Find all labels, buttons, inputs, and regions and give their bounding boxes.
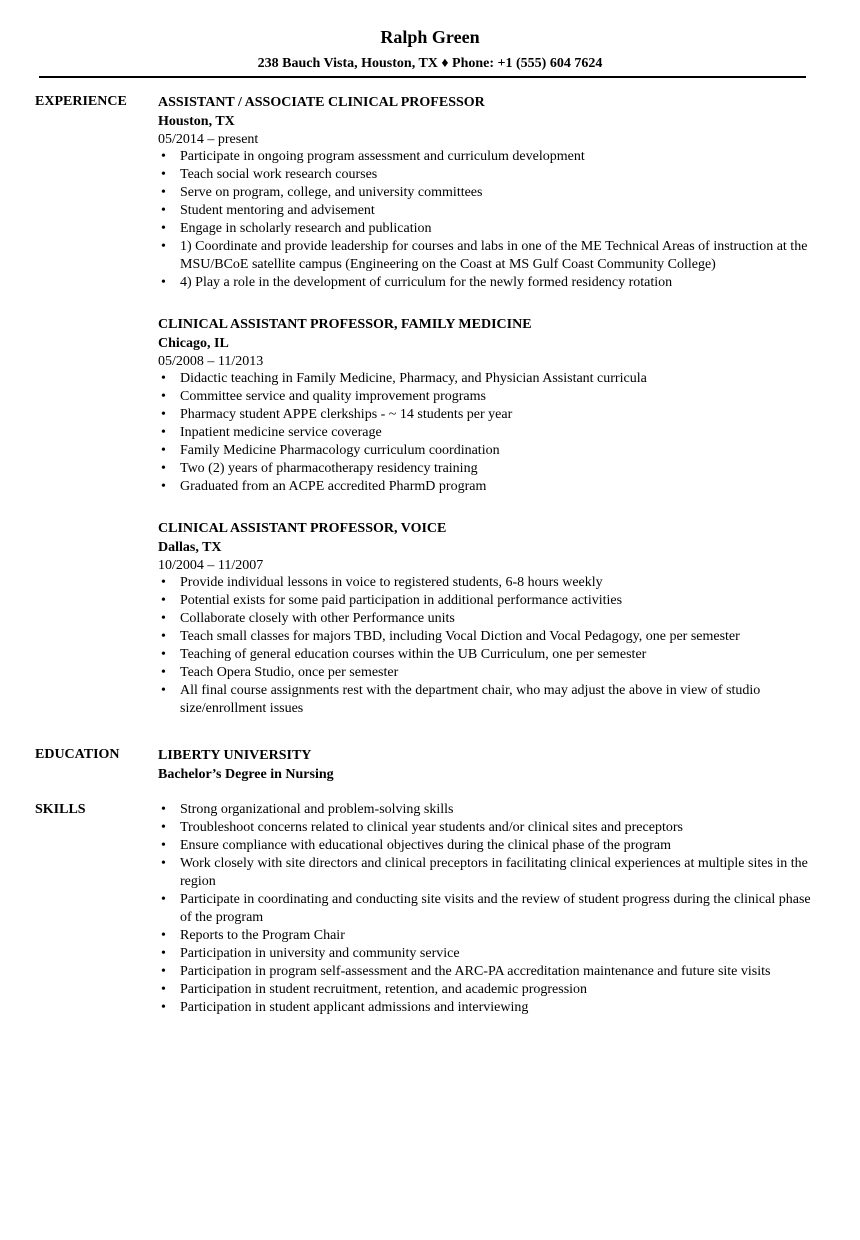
skills-body	[158, 801, 815, 1017]
list-item: • Teach small classes for majors TBD, including Vocal Diction and Vocal Pedagogy, one per semester	[158, 628, 815, 646]
list-item: • Strong organizational and problem-solving skills	[158, 801, 815, 819]
job-entry	[158, 519, 815, 718]
list-item: • Pharmacy student APPE clerkships - ~ 14 students per year	[158, 406, 815, 424]
list-item: • Work closely with site directors and clinical preceptors in facilitating clinical experiences at multiple sites in the region	[158, 855, 815, 891]
list-item: • Participation in student recruitment, retention, and academic progression	[158, 981, 815, 999]
experience-label: EXPERIENCE	[35, 94, 127, 109]
job-title: CLINICAL ASSISTANT PROFESSOR, FAMILY MEDICINE	[158, 317, 532, 332]
list-item: • Teach social work research courses	[158, 166, 815, 184]
list-item: • Engage in scholarly research and publication	[158, 220, 815, 238]
job-entry	[158, 315, 815, 496]
job-location: Houston, TX	[158, 114, 235, 129]
job-bullets	[158, 574, 815, 718]
list-item: • Inpatient medicine service coverage	[158, 424, 815, 442]
job-bullets	[158, 370, 815, 496]
list-item: • Participate in ongoing program assessment and curriculum development	[158, 148, 815, 166]
education-section	[35, 746, 815, 784]
list-item: • Participation in student applicant admissions and interviewing	[158, 999, 815, 1017]
job-dates: 10/2004 – 11/2007	[158, 558, 264, 573]
list-item: • Participate in coordinating and conducting site visits and the review of student progress during the clinical phase of the program	[158, 891, 815, 927]
list-item: • Didactic teaching in Family Medicine, Pharmacy, and Physician Assistant curricula	[158, 370, 815, 388]
list-item: • Potential exists for some paid participation in additional performance activities	[158, 592, 815, 610]
experience-body	[158, 93, 815, 718]
candidate-name: Ralph Green	[380, 27, 480, 47]
resume-header	[0, 0, 860, 73]
list-item: • Family Medicine Pharmacology curriculum coordination	[158, 442, 815, 460]
list-item: • Ensure compliance with educational objectives during the clinical phase of the program	[158, 837, 815, 855]
header-divider	[39, 76, 806, 78]
list-item: • Teach Opera Studio, once per semester	[158, 664, 815, 682]
list-item: • Teaching of general education courses within the UB Curriculum, one per semester	[158, 646, 815, 664]
list-item: • All final course assignments rest with the department chair, who may adjust the above in view of studio size/enrollment issues	[158, 682, 815, 718]
skills-label: SKILLS	[35, 802, 86, 817]
education-label: EDUCATION	[35, 747, 120, 762]
list-item: • Two (2) years of pharmacotherapy residency training	[158, 460, 815, 478]
list-item: • Participation in university and community service	[158, 945, 815, 963]
list-item: • Student mentoring and advisement	[158, 202, 815, 220]
job-bullets	[158, 148, 815, 292]
skills-list	[158, 801, 815, 1017]
list-item: • 4) Play a role in the development of curriculum for the newly formed residency rotation	[158, 274, 815, 292]
list-item: • Committee service and quality improvement programs	[158, 388, 815, 406]
job-title: CLINICAL ASSISTANT PROFESSOR, VOICE	[158, 521, 447, 536]
list-item: • Serve on program, college, and university committees	[158, 184, 815, 202]
job-location: Chicago, IL	[158, 336, 229, 351]
list-item: • Reports to the Program Chair	[158, 927, 815, 945]
list-item: • 1) Coordinate and provide leadership for courses and labs in one of the ME Technical Areas of instruction at the MSU/BCoE satellite campus (Engineering on the Coast at MS Gulf Coast Community College)	[158, 238, 815, 274]
job-title: ASSISTANT / ASSOCIATE CLINICAL PROFESSOR	[158, 95, 485, 110]
skills-section	[35, 801, 815, 1017]
list-item: • Collaborate closely with other Performance units	[158, 610, 815, 628]
job-location: Dallas, TX	[158, 540, 222, 555]
education-school: LIBERTY UNIVERSITY	[158, 748, 312, 763]
contact-line: 238 Bauch Vista, Houston, TX ♦ Phone: +1 (555) 604 7624	[257, 56, 603, 71]
education-body	[158, 746, 815, 784]
list-item: • Troubleshoot concerns related to clinical year students and/or clinical sites and preceptors	[158, 819, 815, 837]
experience-section	[35, 93, 815, 718]
job-dates: 05/2014 – present	[158, 132, 259, 147]
education-degree: Bachelor’s Degree in Nursing	[158, 767, 334, 782]
job-dates: 05/2008 – 11/2013	[158, 354, 264, 369]
list-item: • Provide individual lessons in voice to registered students, 6-8 hours weekly	[158, 574, 815, 592]
list-item: • Participation in program self-assessment and the ARC-PA accreditation maintenance and future site visits	[158, 963, 815, 981]
list-item: • Graduated from an ACPE accredited PharmD program	[158, 478, 815, 496]
job-entry	[158, 93, 815, 292]
